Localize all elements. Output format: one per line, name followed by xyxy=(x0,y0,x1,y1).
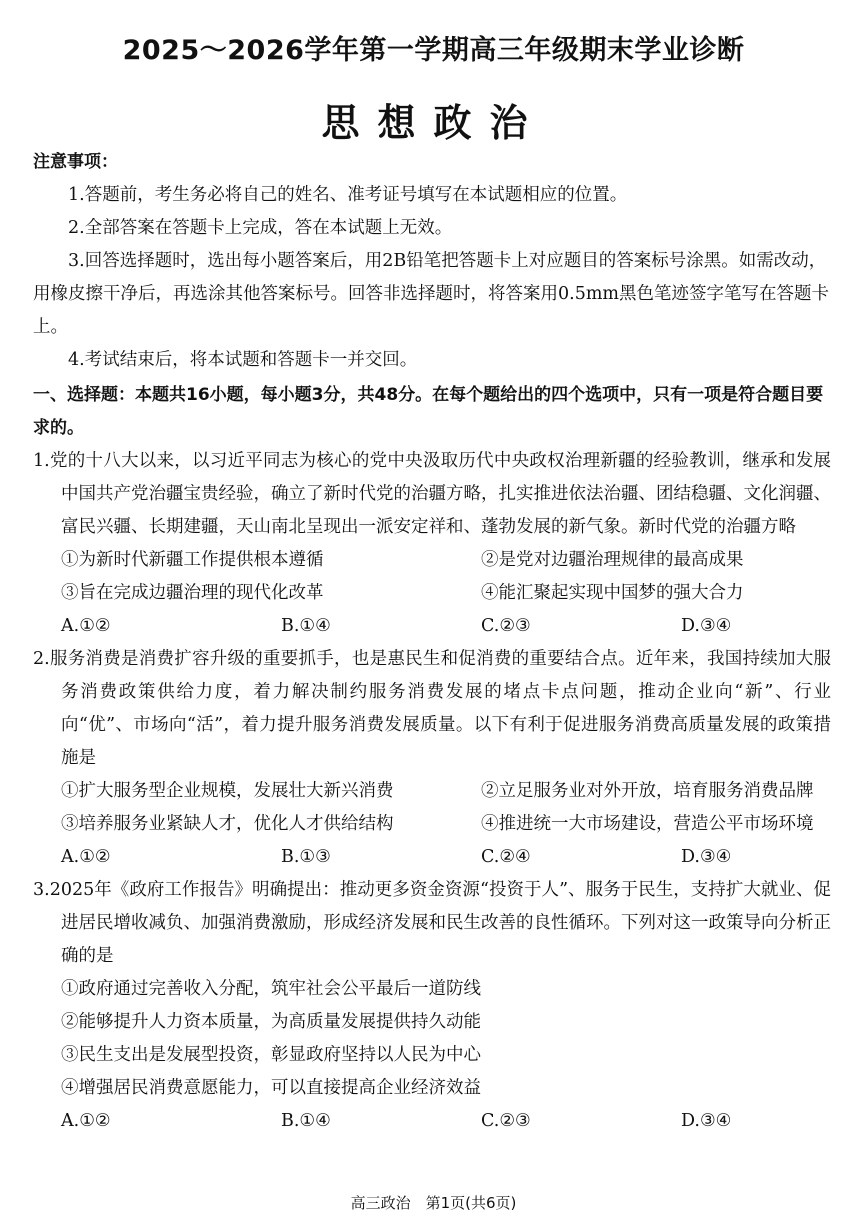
answer-choices xyxy=(33,841,831,874)
option-3: ③民生支出是发展型投资，彰显政府坚持以人民为中心 xyxy=(61,1045,481,1065)
notice-heading: 注意事项： xyxy=(33,152,118,172)
answer-choices xyxy=(33,610,831,643)
question-stem: 3.2025年《政府工作报告》明确提出：推动更多资金资源“投资于人”、服务于民生，支持扩大就业、促进居民增收减负、加强消费激励，形成经济发展和民生改善的良性循环。下列对这一政策导向分析正确的是 xyxy=(33,880,831,966)
option-4: ④能汇聚起实现中国梦的强大合力 xyxy=(481,583,744,603)
option-list xyxy=(33,544,831,610)
notice-item-1: 1.答题前，考生务必将自己的姓名、准考证号填写在本试题相应的位置。 xyxy=(68,185,628,205)
option-1: ①扩大服务型企业规模，发展壮大新兴消费 xyxy=(61,781,394,801)
question-3 xyxy=(33,874,831,1138)
notice-item-2: 2.全部答案在答题卡上完成，答在本试题上无效。 xyxy=(68,218,453,238)
question-1 xyxy=(33,445,831,643)
question-stem: 2.服务消费是消费扩容升级的重要抓手，也是惠民生和促消费的重要结合点。近年来，我国持续加大服务消费政策供给力度，着力解决制约服务消费发展的堵点卡点问题，推动企业向“新”、行业向“优”、市场向“活”，着力提升服务消费发展质量。以下有利于促进服务消费高质量发展的政策措施是 xyxy=(33,649,831,768)
subject-title: 思想政治 xyxy=(321,101,546,145)
option-2: ②立足服务业对外开放，培育服务消费品牌 xyxy=(481,781,814,801)
choice-d: D.③④ xyxy=(681,616,732,636)
option-2: ②是党对边疆治理规律的最高成果 xyxy=(481,550,744,570)
option-3: ③培养服务业紧缺人才，优化人才供给结构 xyxy=(61,814,394,834)
choice-c: C.②③ xyxy=(481,616,531,636)
choice-d: D.③④ xyxy=(681,847,732,867)
choice-a: A.①② xyxy=(61,1111,111,1131)
option-1: ①政府通过完善收入分配，筑牢社会公平最后一道防线 xyxy=(61,979,481,999)
choice-c: C.②④ xyxy=(481,847,531,867)
option-list xyxy=(33,775,831,841)
option-list xyxy=(33,973,831,1105)
option-4: ④增强居民消费意愿能力，可以直接提高企业经济效益 xyxy=(61,1078,481,1098)
page-footer: 高三政治 第1页(共6页) xyxy=(350,1194,517,1212)
question-stem: 1.党的十八大以来，以习近平同志为核心的党中央汲取历代中央政权治理新疆的经验教训，继承和发展中国共产党治疆宝贵经验，确立了新时代党的治疆方略，扎实推进依法治疆、团结稳疆、文化润疆、富民兴疆、长期建疆，天山南北呈现出一派安定祥和、蓬勃发展的新气象。新时代党的治疆方略 xyxy=(33,451,831,537)
notice-block xyxy=(33,146,831,377)
exam-title: 2025～2026学年第一学期高三年级期末学业诊断 xyxy=(122,35,745,66)
choice-b: B.①④ xyxy=(281,616,331,636)
notice-item-3: 3.回答选择题时，选出每小题答案后，用2B铅笔把答题卡上对应题目的答案标号涂黑。如需改动，用橡皮擦干净后，再选涂其他答案标号。回答非选择题时，将答案用0.5mm黑色笔迹签字笔写在答题卡上。 xyxy=(33,251,830,337)
option-1: ①为新时代新疆工作提供根本遵循 xyxy=(61,550,324,570)
choice-b: B.①③ xyxy=(281,847,331,867)
exam-content xyxy=(33,146,831,1138)
option-2: ②能够提升人力资本质量，为高质量发展提供持久动能 xyxy=(61,1012,481,1032)
answer-choices xyxy=(33,1105,831,1138)
option-4: ④推进统一大市场建设，营造公平市场环境 xyxy=(481,814,814,834)
choice-d: D.③④ xyxy=(681,1111,732,1131)
choice-c: C.②③ xyxy=(481,1111,531,1131)
choice-a: A.①② xyxy=(61,847,111,867)
option-3: ③旨在完成边疆治理的现代化改革 xyxy=(61,583,324,603)
question-2 xyxy=(33,643,831,874)
notice-item-4: 4.考试结束后，将本试题和答题卡一并交回。 xyxy=(68,350,418,370)
section-heading: 一、选择题：本题共16小题，每小题3分，共48分。在每个题给出的四个选项中，只有一项是符合题目要求的。 xyxy=(33,385,824,438)
choice-a: A.①② xyxy=(61,616,111,636)
choice-b: B.①④ xyxy=(281,1111,331,1131)
